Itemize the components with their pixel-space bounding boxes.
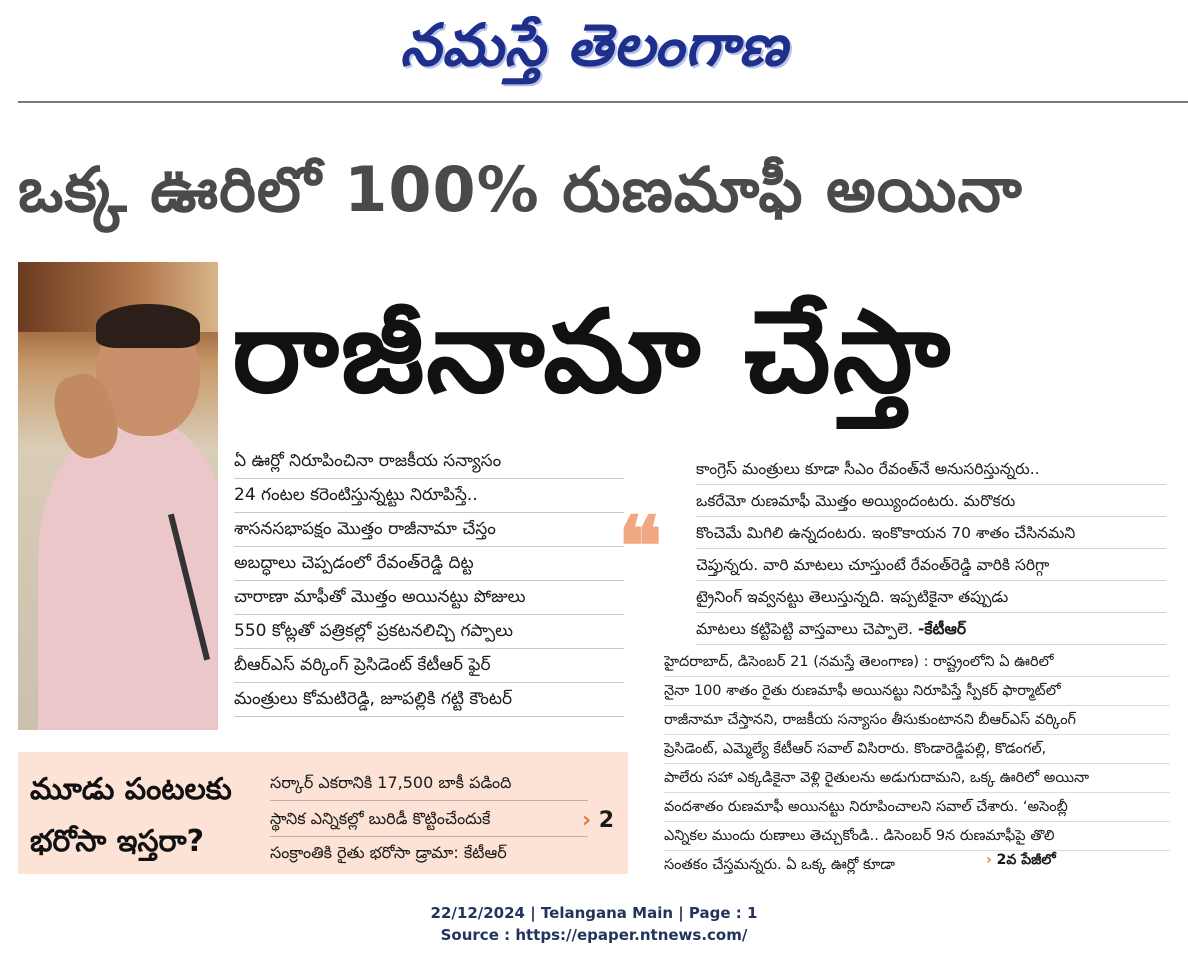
chevron-right-icon: › bbox=[582, 808, 592, 833]
left-story-line: బీఆర్‌ఎస్ వర్కింగ్ ప్రెసిడెంట్ కేటీఆర్ ఫైర్ bbox=[234, 650, 624, 683]
photo-person-hair bbox=[96, 304, 200, 348]
right-story-line: హైదరాబాద్, డిసెంబర్ 21 (నమస్తే తెలంగాణ) : రాష్ట్రంలోని ఏ ఊరిలో bbox=[664, 648, 1170, 677]
quote-attribution: -కేటీఆర్ bbox=[917, 620, 967, 638]
right-story-line: వందశాతం రుణమాఫీ అయినట్టు నిరూపించాలని సవాల్ చేశారు. ‘అసెంబ్లీ bbox=[664, 793, 1170, 822]
footer-source-link[interactable]: Source : https://epaper.ntnews.com/ bbox=[440, 926, 748, 944]
promo-page-number: 2 bbox=[598, 808, 615, 833]
right-story-line: సంతకం చేస్తమన్నరు. ఏ ఒక్క ఊర్లో కూడా bbox=[664, 857, 896, 873]
promo-title: మూడు పంటలకు భరోసా ఇస్తరా? bbox=[30, 772, 232, 859]
left-story-line: ఏ ఊర్లో నిరూపించినా రాజకీయ సన్యాసం bbox=[234, 446, 624, 479]
right-story-line: ఎన్నికల ముందు రుణాలు తెచ్చుకోండి.. డిసెంబర్ 9న రుణమాఫీపై తొలి bbox=[664, 822, 1170, 851]
chevron-right-icon: › bbox=[986, 852, 992, 868]
right-story-line: నైనా 100 శాతం రైతు రుణమాఫీ అయినట్టు నిరూపిస్తే స్పీకర్ ఫార్మాట్‌లో bbox=[664, 677, 1170, 706]
masthead-divider bbox=[18, 101, 1188, 103]
headline-kicker: ఒక్క ఊరిలో 100% రుణమాఫీ అయినా bbox=[18, 153, 1023, 226]
quote-line: కాంగ్రెస్ మంత్రులు కూడా సీఎం రేవంత్‌నే అనుసరిస్తున్నరు.. bbox=[696, 454, 1166, 485]
footer-edition-info: 22/12/2024 | Telangana Main | Page : 1 bbox=[430, 904, 758, 922]
newspaper-masthead: నమస్తే తెలంగాణ bbox=[400, 11, 788, 79]
quote-line: కొంచెమే మిగిలి ఉన్నదంటరు. ఇంకొకాయన 70 శాతం చేసినమని bbox=[696, 518, 1166, 549]
right-story-line: ప్రెసిడెంట్, ఎమ్మెల్యే కేటీఆర్ సవాల్ విసిరారు. కొండారెడ్డిపల్లి, కొడంగల్, bbox=[664, 735, 1170, 764]
promo-line: సర్కార్ ఎకరానికి 17,500 బాకీ పడింది bbox=[270, 766, 588, 801]
continued-on-page-link[interactable] bbox=[986, 848, 1056, 872]
news-photo bbox=[18, 262, 218, 730]
right-story-line: రాజీనామా చేస్తానని, రాజకీయ సన్యాసం తీసుకుంటానని బీఆర్‌ఎస్ వర్కింగ్ bbox=[664, 706, 1170, 735]
left-story-line: మంత్రులు కోమటిరెడ్డి, జూపల్లికి గట్టి కౌంటర్ bbox=[234, 684, 624, 717]
quote-last-line-text: మాటలు కట్టిపెట్టి వాస్తవాలు చెప్పాలె. bbox=[696, 620, 914, 638]
main-headline: రాజీనామా చేస్తా bbox=[232, 285, 953, 418]
left-story-line: 24 గంటల కరెంటిస్తున్నట్టు నిరూపిస్తే.. bbox=[234, 480, 624, 513]
left-story-line: శాసనసభాపక్షం మొత్తం రాజీనామా చేస్తం bbox=[234, 514, 624, 547]
quote-mark-icon: ❝ bbox=[618, 499, 663, 595]
continued-on-page-label: 2వ పేజీలో bbox=[996, 852, 1056, 868]
promo-line: సంక్రాంతికి రైతు భరోసా డ్రామా: కేటీఆర్ bbox=[270, 843, 507, 862]
left-story-line: చారాణా మాఫీతో మొత్తం అయినట్టు పోజులు bbox=[234, 582, 624, 615]
promo-line: స్థానిక ఎన్నికల్లో బురిడీ కొట్టించేందుకే bbox=[270, 802, 588, 837]
quote-line: చెప్తున్నరు. వారి మాటలు చూస్తుంటే రేవంత్‌రెడ్డి వారికి సరిగ్గా bbox=[696, 550, 1166, 581]
quote-last-line bbox=[696, 614, 1166, 645]
left-story-line: అబద్ధాలు చెప్పడంలో రేవంత్‌రెడ్డి దిట్ట bbox=[234, 548, 624, 581]
quote-line: ఒకరేమో రుణమాఫీ మొత్తం అయ్యిందంటరు. మరొకరు bbox=[696, 486, 1166, 517]
photo-person-shirt bbox=[38, 422, 218, 730]
left-story-line: 550 కోట్లతో పత్రికల్లో ప్రకటనలిచ్చి గప్పాలు bbox=[234, 616, 624, 649]
promo-page-ref-link[interactable] bbox=[582, 804, 626, 838]
quote-line: ట్రైనింగ్ ఇవ్వనట్టు తెలుస్తున్నది. ఇప్పటికైనా తప్పుడు bbox=[696, 582, 1166, 613]
right-story-line: పాలేరు సహా ఎక్కడికైనా వెళ్లి రైతులను అడుగుదామని, ఒక్క ఊరిలో అయినా bbox=[664, 764, 1170, 793]
